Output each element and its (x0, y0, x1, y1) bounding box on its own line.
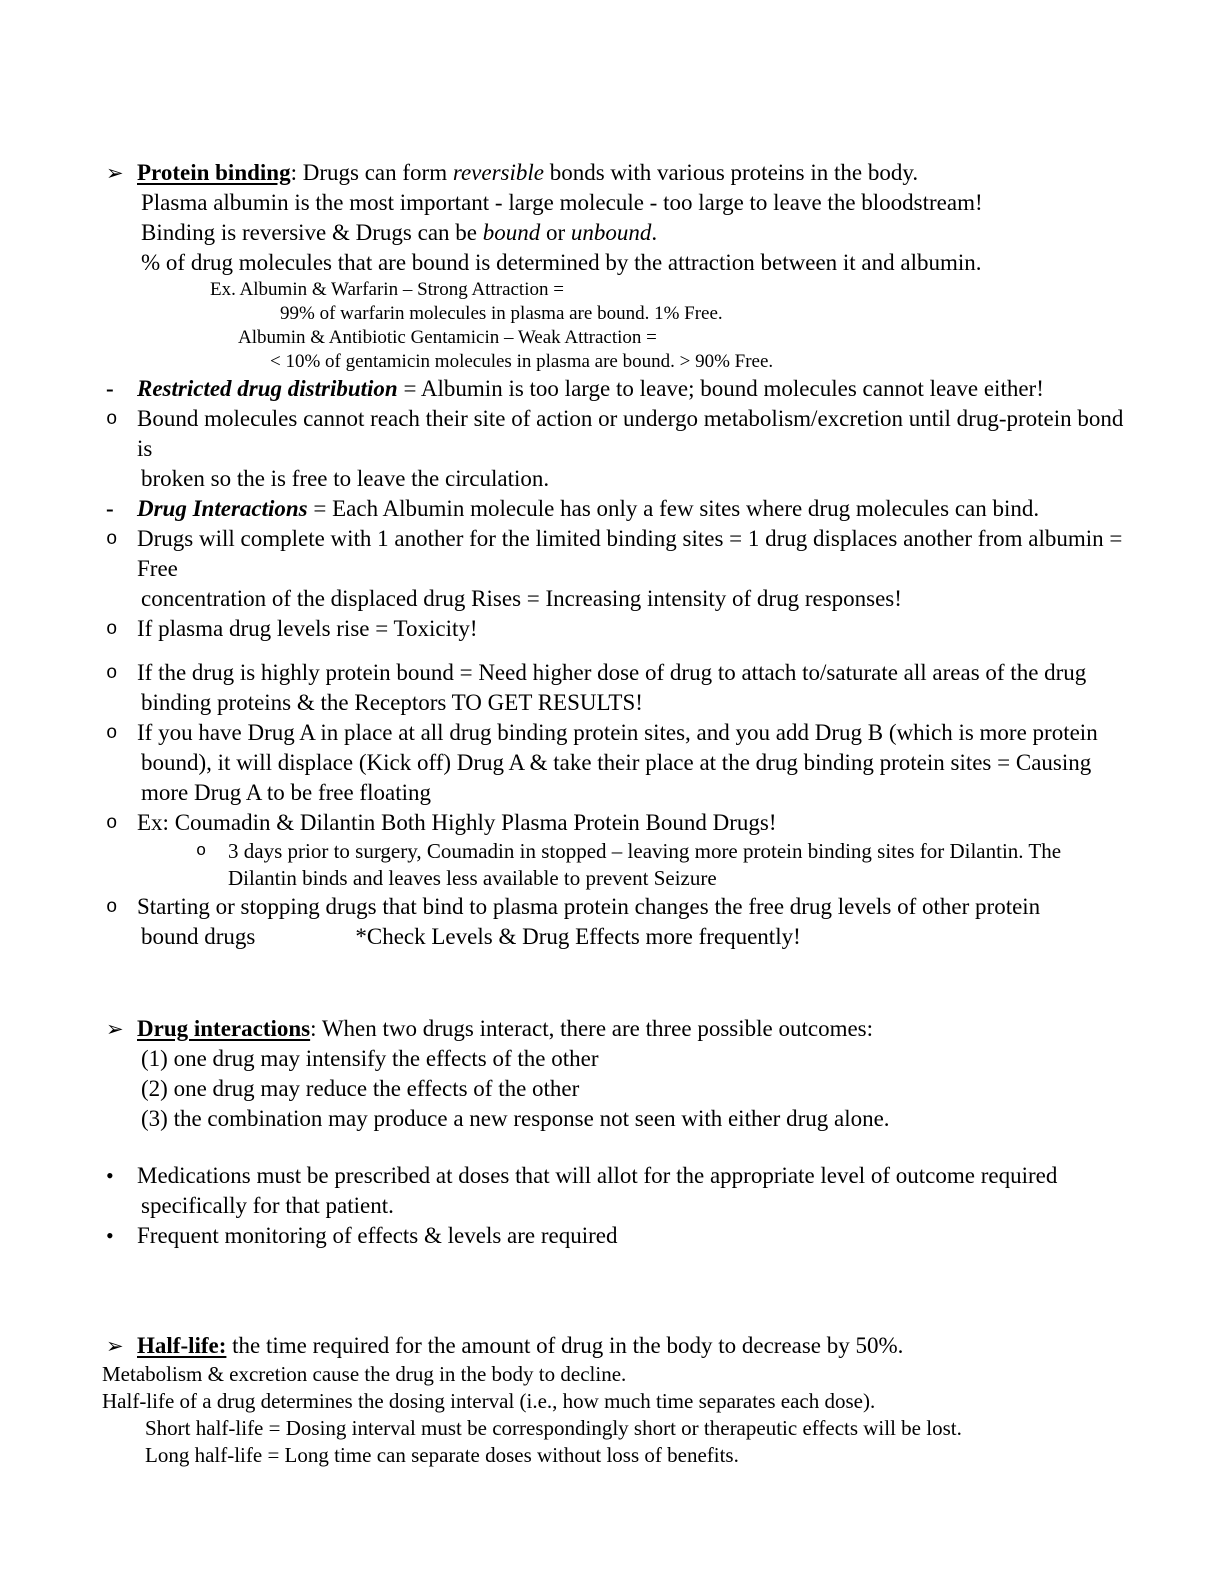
text-segment: bound (482, 220, 541, 245)
bullet-bullet-icon: • (106, 1223, 114, 1248)
text-segment: Drugs will complete with 1 another for the limited binding sites = 1 drug displaces another from albumin = Free (137, 526, 1123, 581)
arrow-bullet-icon: ➢ (106, 1334, 124, 1358)
outcome-line (102, 1074, 1132, 1104)
text-line (137, 1014, 1132, 1044)
text-line (102, 188, 1132, 218)
text-segment: Plasma albumin is the most important - large molecule - too large to leave the bloodstream! (141, 190, 983, 215)
coumadin-dilantin-item (102, 808, 1132, 838)
circle-bullet-icon: o (106, 528, 118, 550)
text-segment: broken so the is free to leave the circulation. (141, 466, 550, 491)
text-segment: . (651, 220, 658, 245)
text-line (137, 494, 1132, 524)
text-segment: If you have Drug A in place at all drug binding protein sites, and you add Drug B (which is more protein (137, 720, 1098, 745)
text-segment: Albumin & Antibiotic Gentamicin – Weak Attraction = (238, 327, 657, 348)
text-line (228, 838, 1132, 865)
outcome-line (102, 1104, 1132, 1134)
text-segment: Metabolism & excretion cause the drug in the body to decline. (102, 1362, 627, 1386)
text-segment: reversible (452, 160, 544, 185)
circle-bullet-icon: o (106, 896, 118, 918)
text-segment: Half-life: (137, 1333, 227, 1358)
circle-bullet-icon: o (106, 722, 118, 744)
text-segment: Protein binding (137, 160, 291, 185)
arrow-bullet-icon: ➢ (106, 161, 124, 185)
text-segment: Half-life of a drug determines the dosing interval (i.e., how much time separates each dose). (102, 1389, 876, 1413)
text-line (102, 248, 1132, 278)
example-line (102, 326, 1132, 350)
list-item (102, 838, 1132, 865)
text-segment: Frequent monitoring of effects & levels are required (137, 1223, 618, 1248)
text-line (102, 218, 1132, 248)
text-segment: more Drug A to be free floating (141, 780, 431, 805)
text-line (137, 1221, 1132, 1251)
text-line (102, 1415, 1132, 1442)
text-line (137, 524, 1132, 584)
half-life-heading (102, 1331, 1132, 1361)
text-line (102, 778, 1132, 808)
text-segment: Short half-life = Dosing interval must be correspondingly short or therapeutic effects will be lost. (145, 1416, 962, 1440)
text-segment: (1) one drug may intensify the effects of the other (141, 1046, 599, 1071)
text-segment: % of drug molecules that are bound is determined by the attraction between it and albumin. (141, 250, 982, 275)
text-segment: Binding is reversive & Drugs can be (141, 220, 483, 245)
text-segment: Long half-life = Long time can separate doses without loss of benefits. (145, 1443, 739, 1467)
text-segment: If plasma drug levels rise = Toxicity! (137, 616, 478, 641)
text-line (137, 808, 1132, 838)
text-segment: = Albumin is too large to leave; bound molecules cannot leave either! (397, 376, 1044, 401)
text-segment: : Drugs can form (290, 160, 453, 185)
text-line (102, 1361, 1132, 1388)
text-line (137, 658, 1132, 688)
text-segment: bonds with various proteins in the body. (543, 160, 919, 185)
text-segment: = Each Albumin molecule has only a few sites where drug molecules can bind. (307, 496, 1040, 521)
text-segment: 3 days prior to surgery, Coumadin in stopped – leaving more protein binding sites for Dilantin. The (228, 839, 1062, 863)
text-line (137, 404, 1132, 464)
example-line (102, 350, 1132, 374)
text-line (102, 1191, 1132, 1221)
text-segment: concentration of the displaced drug Rises = Increasing intensity of drug responses! (141, 586, 902, 611)
text-segment: (2) one drug may reduce the effects of the other (141, 1076, 580, 1101)
text-segment: Drug Interactions (137, 496, 308, 521)
text-segment: unbound (570, 220, 652, 245)
text-segment: *Check Levels & Drug Effects more frequently! (355, 924, 801, 949)
list-item (102, 404, 1132, 464)
text-line (102, 865, 1132, 892)
bullet-bullet-icon: • (106, 1163, 114, 1188)
document-body (102, 158, 1132, 1469)
text-segment: or (540, 220, 571, 245)
text-segment: bound), it will displace (Kick off) Drug A & take their place at the drug binding protein sites = Causing (141, 750, 1092, 775)
circle-bullet-icon: o (106, 408, 118, 430)
text-segment: If the drug is highly protein bound = Need higher dose of drug to attach to/saturate all areas of the drug (137, 660, 1087, 685)
text-line (137, 1331, 1132, 1361)
drug-interactions-heading (102, 1014, 1132, 1044)
text-segment: Drug interactions (137, 1016, 311, 1041)
text-line (137, 158, 1132, 188)
text-line (102, 688, 1132, 718)
text-line (137, 718, 1132, 748)
circle-bullet-icon: o (196, 842, 207, 861)
circle-bullet-icon: o (106, 618, 118, 640)
text-line (102, 464, 1132, 494)
text-segment: Ex. Albumin & Warfarin – Strong Attraction = (210, 279, 564, 300)
text-line (137, 374, 1132, 404)
monitoring-item (102, 1221, 1132, 1251)
arrow-bullet-icon: ➢ (106, 1017, 124, 1041)
example-line (102, 302, 1132, 326)
outcome-line (102, 1044, 1132, 1074)
text-segment: < 10% of gentamicin molecules in plasma are bound. > 90% Free. (270, 351, 774, 372)
circle-bullet-icon: o (106, 662, 118, 684)
text-segment: Ex: Coumadin & Dilantin Both Highly Plasma Protein Bound Drugs! (137, 810, 777, 835)
list-item (102, 524, 1132, 584)
list-item (102, 892, 1132, 922)
text-segment: 99% of warfarin molecules in plasma are bound. 1% Free. (280, 303, 723, 324)
text-segment: the time required for the amount of drug in the body to decrease by 50%. (226, 1333, 904, 1358)
circle-bullet-icon: o (106, 812, 118, 834)
text-segment: Bound molecules cannot reach their site of action or undergo metabolism/excretion until drug-protein bond is (137, 406, 1124, 461)
text-segment: bound drugs (141, 924, 256, 949)
text-segment: binding proteins & the Receptors TO GET RESULTS! (141, 690, 643, 715)
list-item (102, 614, 1132, 644)
text-segment: Starting or stopping drugs that bind to plasma protein changes the free drug levels of other protein (137, 894, 1041, 919)
text-segment: Medications must be prescribed at doses that will allot for the appropriate level of outcome required (137, 1163, 1058, 1188)
text-line (137, 892, 1132, 922)
example-line (102, 278, 1132, 302)
text-line (102, 922, 1132, 952)
list-item (102, 658, 1132, 688)
medications-item (102, 1161, 1132, 1191)
text-line (102, 1442, 1132, 1469)
text-segment: specifically for that patient. (141, 1193, 394, 1218)
text-line (137, 614, 1132, 644)
text-segment: Restricted drug distribution (137, 376, 398, 401)
dash-bullet-icon: - (106, 496, 114, 521)
drug-interactions-item (102, 494, 1132, 524)
text-segment: : When two drugs interact, there are three possible outcomes: (310, 1016, 874, 1041)
text-segment: Dilantin binds and leaves less available to prevent Seizure (228, 866, 717, 890)
text-line (102, 748, 1132, 778)
text-line (102, 584, 1132, 614)
text-segment: (3) the combination may produce a new response not seen with either drug alone. (141, 1106, 890, 1131)
text-line (137, 1161, 1132, 1191)
protein-binding-heading (102, 158, 1132, 188)
dash-bullet-icon: - (106, 376, 114, 401)
restricted-distribution-item (102, 374, 1132, 404)
list-item (102, 718, 1132, 748)
text-line (102, 1388, 1132, 1415)
